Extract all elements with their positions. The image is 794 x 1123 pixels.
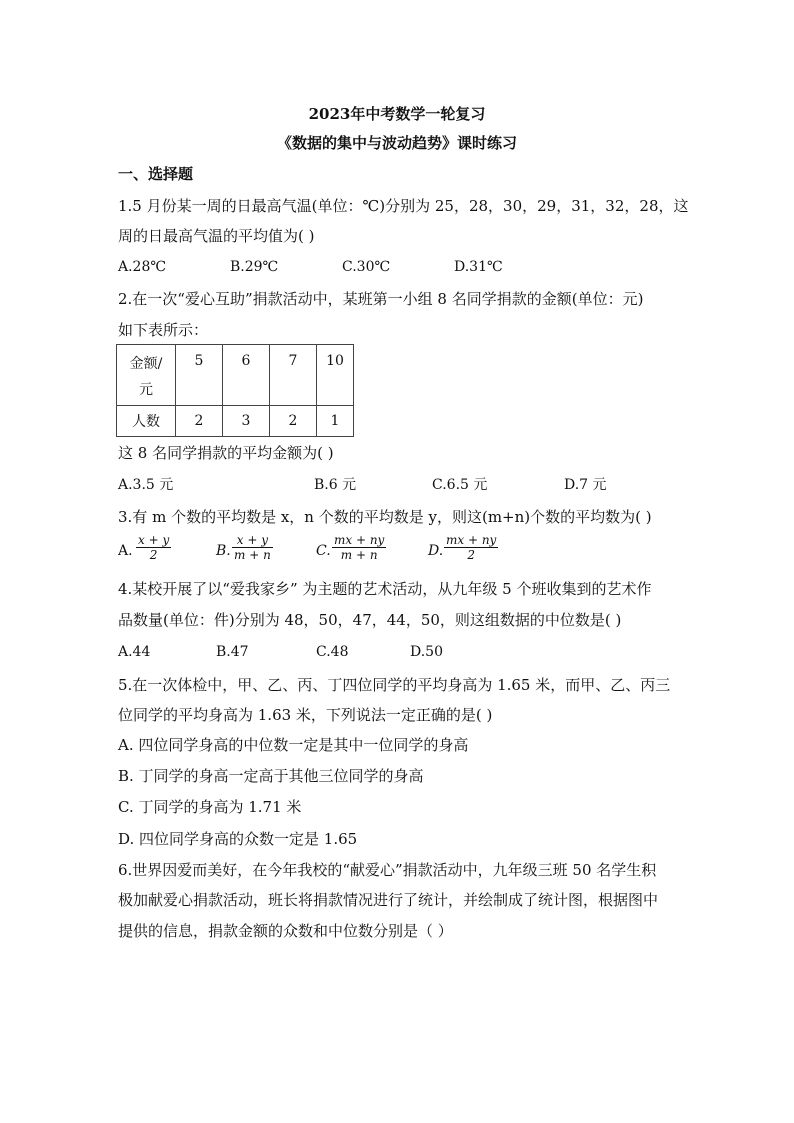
- q2-option-a: A.3.5 元: [118, 477, 174, 493]
- q6-text-line1: 6.世界因爱而美好，在今年我校的“献爱心”捐款活动中，九年级三班 50 名学生积: [118, 861, 657, 879]
- q5-option-c: C. 丁同学的身高为 1.71 米: [118, 798, 302, 816]
- q3-option-a-letter: A.: [118, 543, 133, 559]
- document-subtitle: 《数据的集中与波动趋势》课时练习: [276, 134, 517, 152]
- q1-text-line1: 1.5 月份某一周的日最高气温(单位：℃)分别为 25，28，30，29，31，32，28，这: [118, 197, 689, 215]
- q5-text-line1: 5.在一次体检中，甲、乙、丙、丁四位同学的平均身高为 1.65 米，而甲、乙、丙三: [118, 676, 671, 694]
- q4-option-c: C.48: [316, 644, 349, 660]
- q1-option-c: C.30℃: [342, 259, 391, 275]
- q1-option-a: A.28℃: [118, 259, 167, 275]
- section-heading: 一、选择题: [118, 165, 194, 183]
- table-cell: [223, 406, 270, 437]
- q4-text-line1: 4.某校开展了以“爱我家乡” 为主题的艺术活动，从九年级 5 个班收集到的艺术作: [118, 580, 652, 598]
- donation-table: [116, 344, 354, 437]
- table-row: [117, 406, 354, 437]
- q6-text-line3: 提供的信息，捐款金额的众数和中位数分别是（ ）: [118, 922, 453, 940]
- fraction-numerator: mx + ny: [334, 533, 385, 547]
- q3-option-d-fraction: [444, 533, 498, 562]
- q3-option-b-fraction: [232, 533, 273, 562]
- q5-text-line2: 位同学的平均身高为 1.63 米，下列说法一定正确的是( ): [118, 706, 493, 724]
- table-cell: [176, 406, 223, 437]
- q4-option-d: D.50: [410, 644, 443, 660]
- table-row: [117, 345, 354, 406]
- q4-option-a: A.44: [118, 644, 151, 660]
- q3-option-c-fraction: [332, 533, 386, 562]
- q5-option-d: D. 四位同学身高的众数一定是 1.65: [118, 830, 358, 848]
- table-cell-text: 6: [241, 353, 251, 369]
- q1-option-d: D.31℃: [454, 259, 503, 275]
- q1-option-b: B.29℃: [230, 259, 279, 275]
- table-cell-text: 5: [194, 353, 204, 369]
- q5-option-b: B. 丁同学的身高一定高于其他三位同学的身高: [118, 767, 424, 785]
- q6-text-line2: 极加献爱心捐款活动，班长将捐款情况进行了统计，并绘制成了统计图，根据图中: [118, 891, 659, 909]
- fraction-numerator: x + y: [232, 533, 273, 548]
- q3-option-d-letter: D.: [428, 543, 444, 559]
- q1-text-line2: 周的日最高气温的平均值为( ): [118, 227, 315, 245]
- q4-text-line2: 品数量(单位：件)分别为 48，50，47，44，50，则这组数据的中位数是( ): [118, 611, 622, 629]
- q3-option-b-letter: B.: [216, 543, 231, 559]
- table-cell: [223, 345, 270, 406]
- q2-option-d: D.7 元: [564, 477, 607, 493]
- table-cell: [270, 406, 317, 437]
- table-cell-text: 1: [330, 413, 340, 429]
- table-cell: [117, 345, 176, 406]
- table-cell: [317, 345, 354, 406]
- fraction-denominator: m + n: [340, 548, 378, 562]
- table-header-amount: 金额/: [129, 356, 163, 372]
- table-cell-text: 10: [326, 353, 344, 369]
- document-title: 2023年中考数学一轮复习: [308, 105, 486, 123]
- q2-option-c: C.6.5 元: [432, 477, 488, 493]
- table-header-count: 人数: [132, 414, 160, 430]
- q2-text-line2: 如下表所示：: [118, 321, 209, 339]
- q3-text-line1: 3.有 m 个数的平均数是 x，n 个数的平均数是 y，则这(m+n)个数的平均数为( ): [118, 508, 652, 526]
- table-header-amount-unit: 元: [139, 382, 153, 398]
- table-cell: [317, 406, 354, 437]
- q3-option-c-letter: C.: [316, 543, 331, 559]
- table-cell: [270, 345, 317, 406]
- table-cell-text: 2: [288, 413, 298, 429]
- fraction-denominator: m + n: [234, 548, 271, 562]
- q2-option-b: B.6 元: [314, 477, 357, 493]
- table-cell-text: 2: [194, 413, 204, 429]
- q3-option-a-fraction: [136, 533, 171, 562]
- fraction-numerator: x + y: [138, 533, 170, 547]
- q4-option-b: B.47: [216, 644, 249, 660]
- q5-option-a: A. 四位同学身高的中位数一定是其中一位同学的身高: [118, 736, 469, 754]
- q2-text-line3: 这 8 名同学捐款的平均金额为( ): [118, 444, 334, 462]
- fraction-denominator: 2: [467, 548, 475, 562]
- table-cell-text: 7: [288, 353, 298, 369]
- q2-text-line1: 2.在一次“爱心互助”捐款活动中，某班第一小组 8 名同学捐款的金额(单位：元): [118, 290, 644, 308]
- fraction-numerator: mx + ny: [446, 533, 497, 547]
- table-cell: [117, 406, 176, 437]
- fraction-denominator: 2: [149, 548, 158, 562]
- table-cell-text: 3: [241, 413, 251, 429]
- table-cell: [176, 345, 223, 406]
